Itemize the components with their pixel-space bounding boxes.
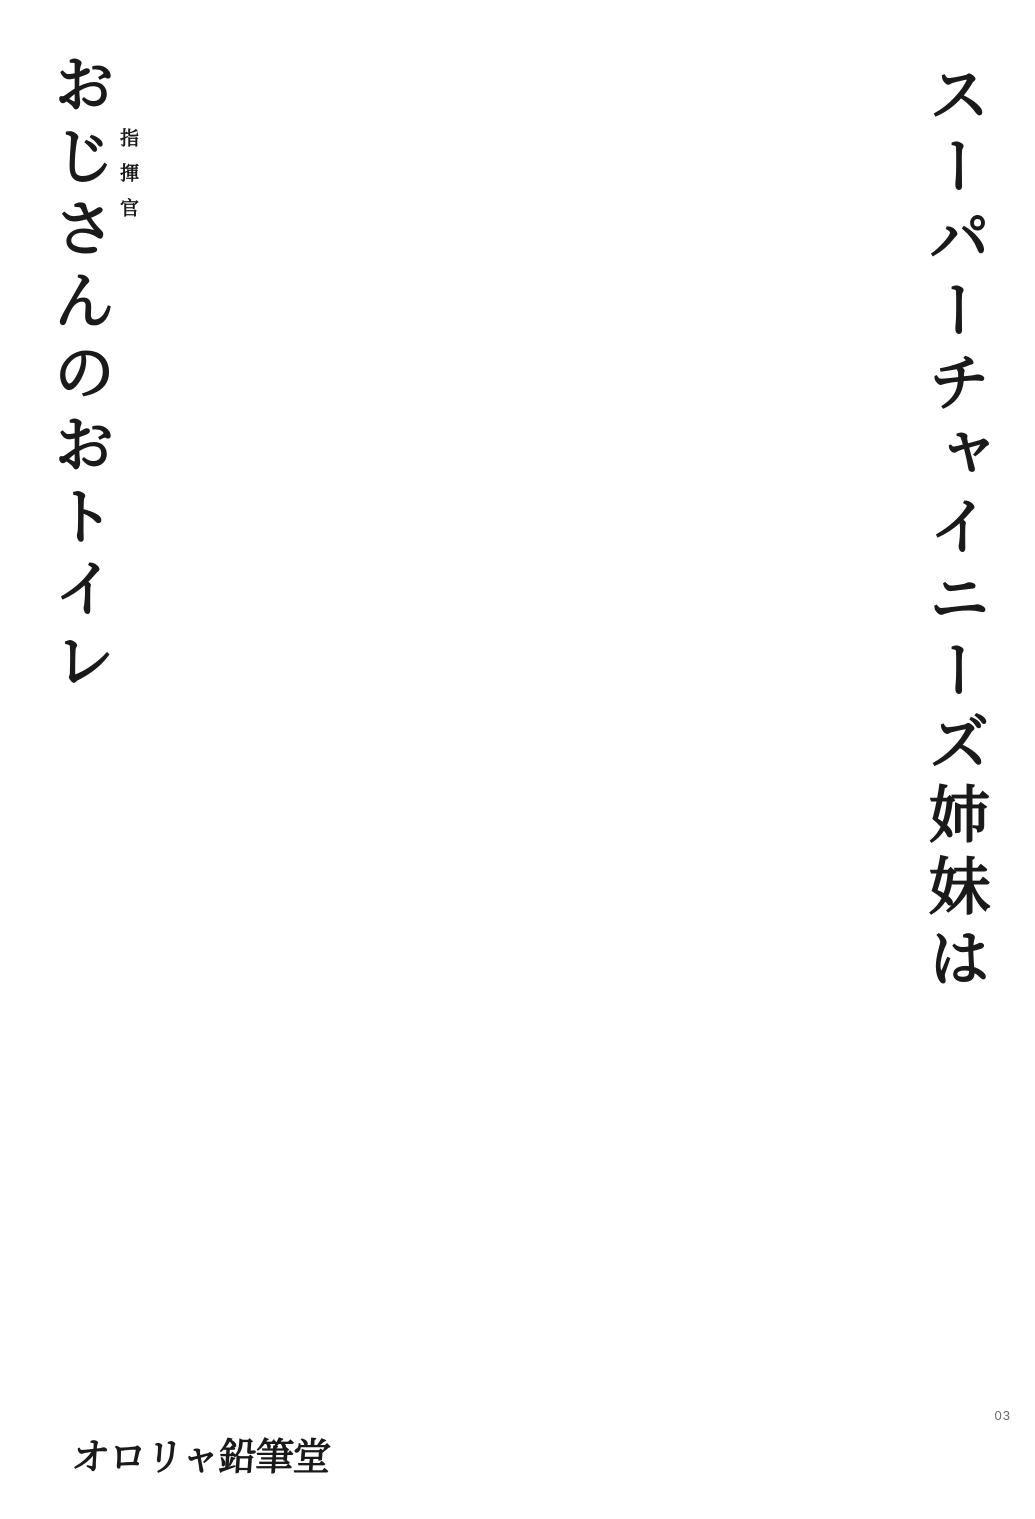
title-line-left: おじさんのおトイレ xyxy=(43,52,116,700)
publisher-logo: オロリャ鉛筆堂 xyxy=(70,1435,332,1479)
title-small-label: 指揮官 xyxy=(117,128,139,233)
page-number: 03 xyxy=(994,1408,1011,1423)
title-line-right: スーパーチャイニーズ姉妹は xyxy=(918,62,991,998)
